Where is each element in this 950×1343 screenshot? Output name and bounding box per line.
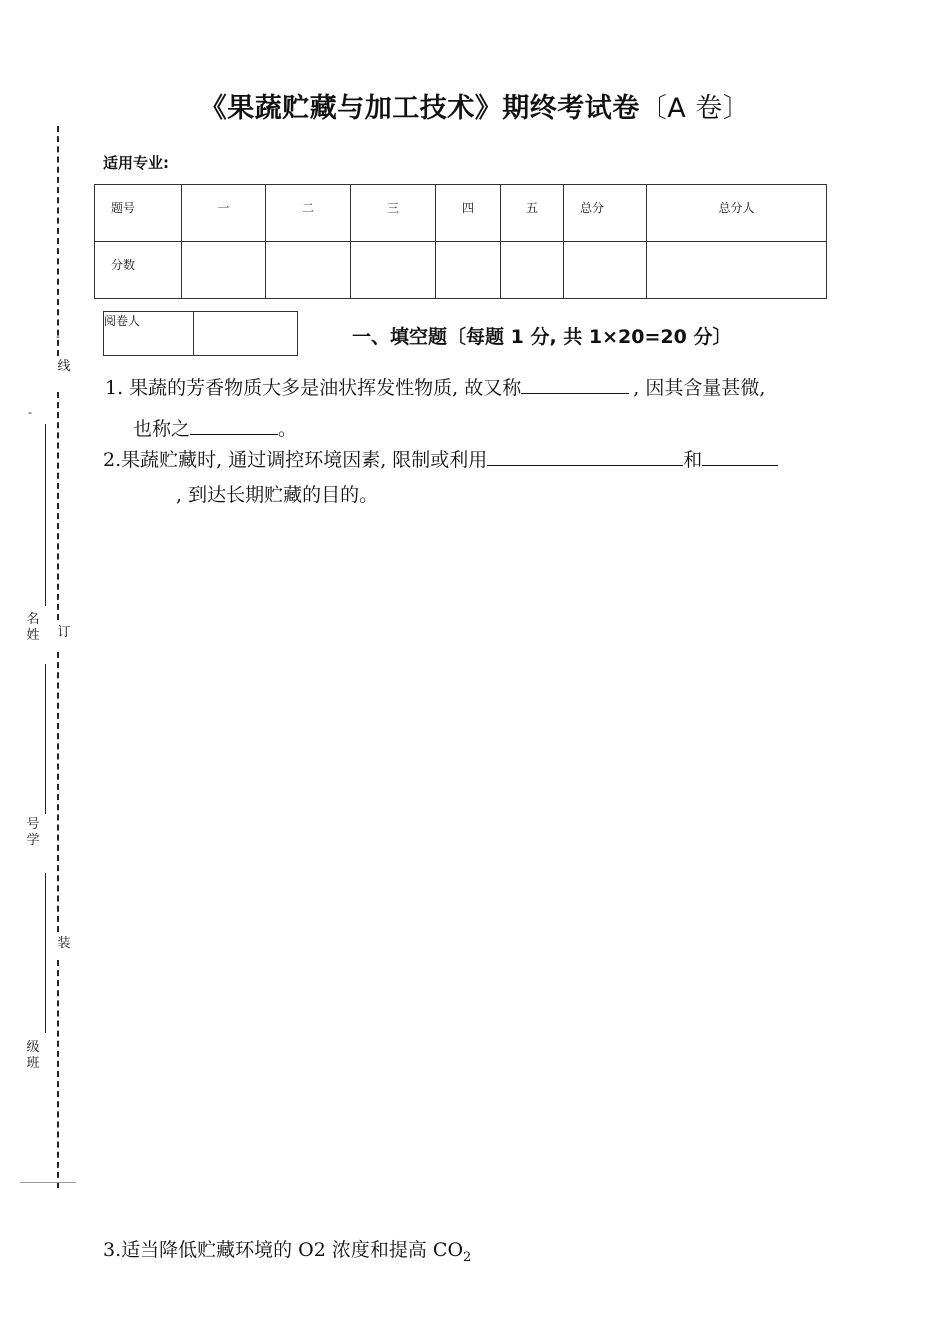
q2-blank-2[interactable] xyxy=(702,447,778,466)
score-cell[interactable] xyxy=(501,242,564,299)
q1-text-d: 。 xyxy=(278,418,298,440)
question-1-line-2 xyxy=(133,414,297,441)
exam-title-main: 《果蔬贮藏与加工技术》期终考试卷 xyxy=(199,93,640,124)
header-cell: 题号 xyxy=(95,185,182,242)
exam-title-suffix: 〔A 卷〕 xyxy=(639,93,751,124)
question-2-line-2: , 到达长期贮藏的目的。 xyxy=(176,484,379,506)
reviewer-label: 阅卷人 xyxy=(104,312,194,356)
score-cell[interactable] xyxy=(266,242,351,299)
header-cell: 四 xyxy=(436,185,501,242)
score-cell[interactable] xyxy=(351,242,436,299)
question-1-line-1 xyxy=(105,373,765,400)
q1-blank-1[interactable] xyxy=(521,375,629,394)
binding-dashed-line xyxy=(57,960,59,1188)
name-write-line[interactable] xyxy=(45,424,46,606)
binding-dashed-line xyxy=(57,392,59,620)
q1-text-c: 也称之 xyxy=(133,418,191,440)
score-cell[interactable] xyxy=(564,242,647,299)
name-label: 名姓 xyxy=(26,612,40,643)
q1-text-a: 1. 果蔬的芳香物质大多是油状挥发性物质, 故又称 xyxy=(105,377,522,399)
binding-dashed-line xyxy=(57,652,59,932)
q3-text: 3.适当降低贮藏环境的 O2 浓度和提高 CO xyxy=(103,1239,464,1261)
q2-text-a: 2.果蔬贮藏时, 通过调控环境因素, 限制或利用 xyxy=(103,449,488,471)
header-cell: 二 xyxy=(266,185,351,242)
student-id-write-line[interactable] xyxy=(45,664,46,814)
exam-title xyxy=(0,86,950,125)
header-cell: 总分人 xyxy=(647,185,827,242)
q2-text-b: 和 xyxy=(683,449,703,471)
class-label: 级班 xyxy=(26,1040,40,1071)
question-3 xyxy=(103,1235,471,1265)
section-heading: 一、填空题〔每题 1 分, 共 1×20=20 分〕 xyxy=(352,326,732,348)
binding-line-char: 线 xyxy=(57,359,71,374)
score-table-header-row xyxy=(95,185,827,242)
major-label: 适用专业: xyxy=(103,154,169,172)
binding-dashed-line xyxy=(57,126,59,356)
q3-subscript: 2 xyxy=(463,1249,472,1265)
reviewer-input-cell[interactable] xyxy=(194,312,298,356)
score-row-label: 分数 xyxy=(95,242,182,299)
binding-tick: - xyxy=(56,330,60,343)
score-cell[interactable] xyxy=(182,242,266,299)
class-write-line[interactable] xyxy=(45,873,46,1033)
binding-ding-char: 订 xyxy=(57,625,71,640)
q2-blank-1[interactable] xyxy=(487,447,683,466)
header-cell: 总分 xyxy=(564,185,647,242)
q1-blank-2[interactable] xyxy=(190,416,278,435)
margin-tick: - xyxy=(28,406,32,419)
score-table xyxy=(94,184,827,299)
margin-bottom-rule xyxy=(20,1182,76,1183)
score-table-score-row xyxy=(95,242,827,299)
question-2-line-1 xyxy=(103,445,778,472)
header-cell: 一 xyxy=(182,185,266,242)
header-cell: 五 xyxy=(501,185,564,242)
reviewer-box xyxy=(103,311,298,356)
header-cell: 三 xyxy=(351,185,436,242)
score-cell[interactable] xyxy=(436,242,501,299)
binding-zhuang-char: 装 xyxy=(57,936,71,951)
student-id-label: 号学 xyxy=(26,817,40,848)
q1-text-b: , 因其含量甚微, xyxy=(633,377,766,399)
score-cell[interactable] xyxy=(647,242,827,299)
